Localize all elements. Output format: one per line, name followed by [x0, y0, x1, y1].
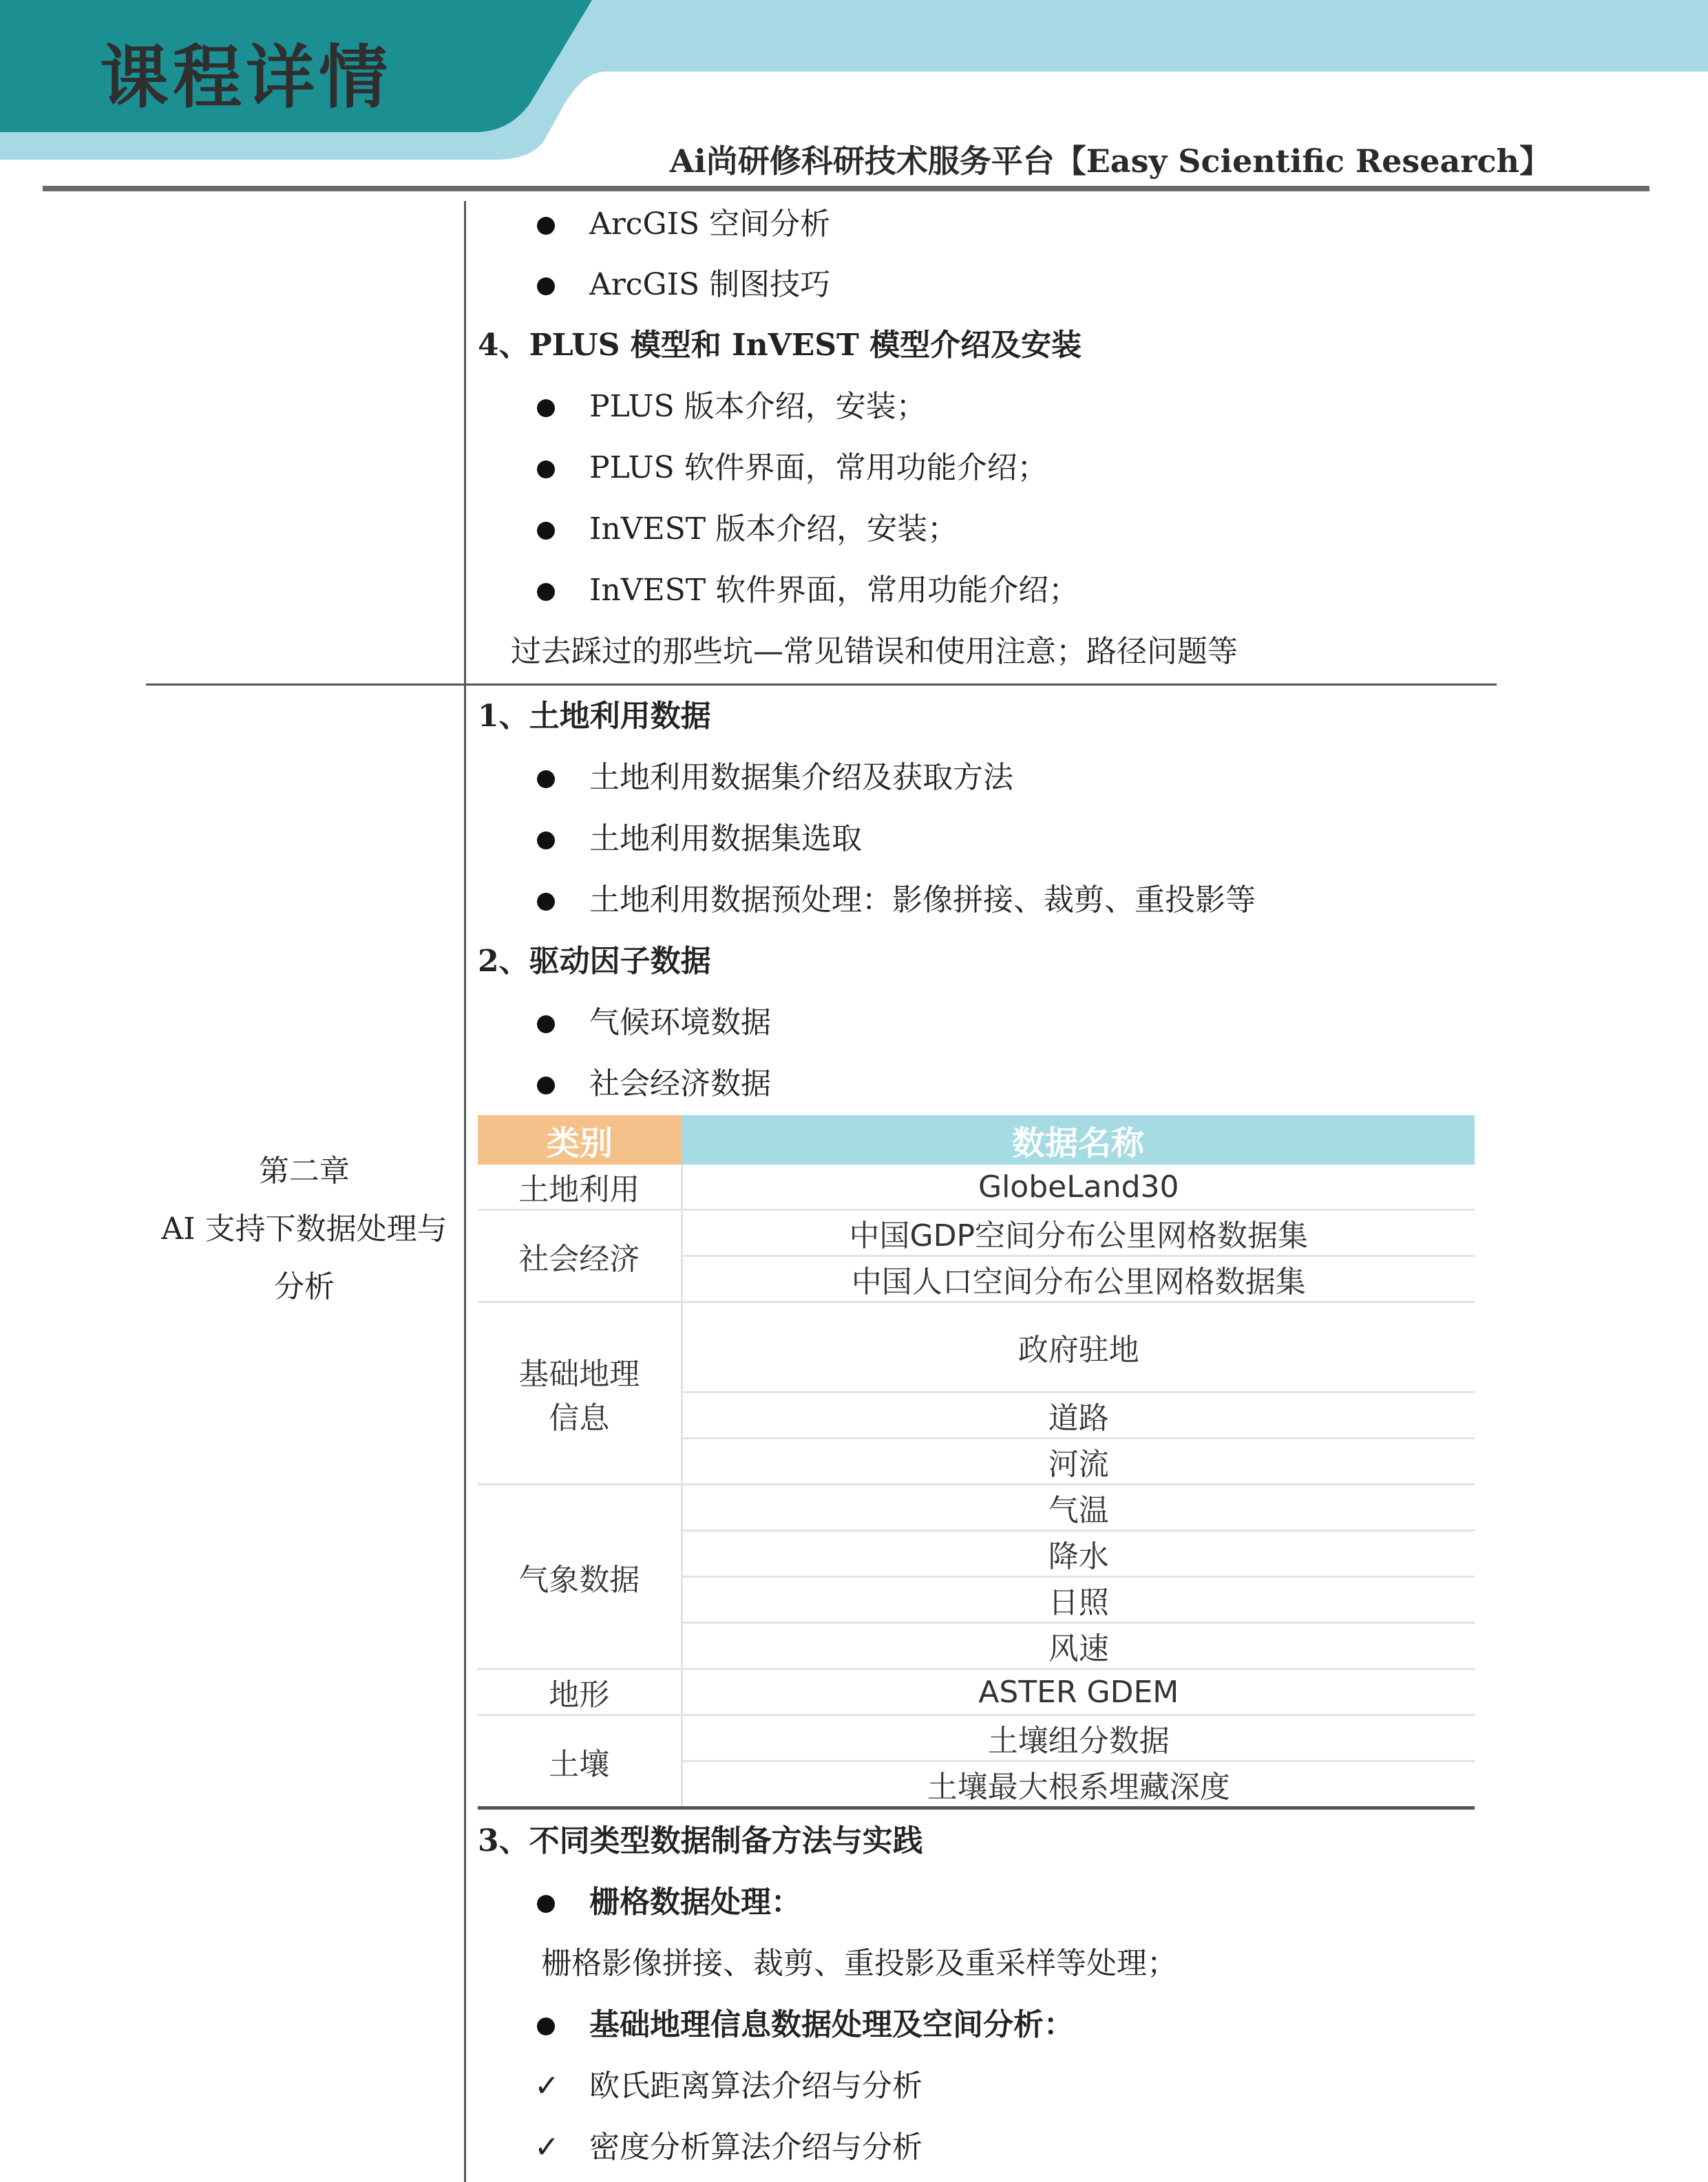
value-cell: 河流 [682, 1439, 1475, 1485]
row-divider [146, 684, 1497, 686]
bullet-dot-icon [537, 583, 555, 601]
check-mark-icon: ✓ [534, 2068, 560, 2104]
table-row [478, 1669, 1475, 1715]
bullet-dot-icon [537, 1895, 555, 1913]
table-row [478, 1715, 1475, 1761]
category-cell [478, 1302, 682, 1485]
bullet-dot-icon [537, 1077, 555, 1094]
section-heading: 4、PLUS 模型和 InVEST 模型介绍及安装 [478, 328, 1082, 363]
value-cell: 风速 [682, 1623, 1475, 1669]
chapter-number: 第二章 [259, 1154, 350, 1189]
table-header-row [478, 1115, 1475, 1165]
bullet-dot-icon [537, 770, 555, 788]
value-cell: 道路 [682, 1392, 1475, 1439]
table-row [478, 1165, 1475, 1210]
platform-name: Ai尚研修科研技术服务平台【Easy Scientific Research】 [669, 142, 1551, 180]
category-cell: 社会经济 [478, 1210, 682, 1302]
value-cell: 政府驻地 [682, 1302, 1475, 1392]
bullet-dot-icon [537, 399, 555, 417]
bullet-dot-icon [537, 217, 555, 235]
header-divider [43, 186, 1649, 191]
category-line: 信息 [549, 1401, 610, 1436]
category-line: 基础地理 [518, 1357, 640, 1392]
value-cell: ASTER GDEM [682, 1669, 1475, 1715]
table-row [478, 1210, 1475, 1256]
header-name: 数据名称 [682, 1115, 1475, 1165]
table-row [478, 1485, 1475, 1531]
page-title: 课程详情 [100, 37, 392, 118]
note-text: 过去踩过的那些坑—常见错误和使用注意；路径问题等 [511, 634, 1238, 669]
bullet-dot-icon [537, 832, 555, 849]
section-heading: 1、土地利用数据 [478, 699, 711, 734]
section-heading: 3、不同类型数据制备方法与实践 [478, 1823, 923, 1858]
chapter-label [146, 1143, 463, 1316]
check-mark-icon: ✓ [534, 2130, 560, 2165]
bullet-dot-icon [537, 2017, 555, 2035]
bullet-dot-icon [537, 893, 555, 911]
table-row [478, 1302, 1475, 1392]
category-cell: 地形 [478, 1669, 682, 1715]
value-cell: 降水 [682, 1531, 1475, 1577]
header-banner [0, 0, 1708, 180]
bullet-dot-icon [537, 1015, 555, 1033]
column-divider [464, 201, 466, 2182]
category-cell: 气象数据 [478, 1485, 682, 1669]
chapter-title-line2: 分析 [274, 1269, 335, 1304]
header-category: 类别 [478, 1115, 682, 1165]
category-cell: 土地利用 [478, 1165, 682, 1210]
body-text: 栅格影像拼接、裁剪、重投影及重采样等处理； [541, 1946, 1177, 1981]
value-cell: 气温 [682, 1485, 1475, 1531]
bullet-dot-icon [537, 522, 555, 540]
value-cell: GlobeLand30 [682, 1165, 1475, 1210]
section-heading: 2、驱动因子数据 [478, 944, 711, 979]
chapter-title-line1: AI 支持下数据处理与 [161, 1211, 447, 1247]
category-cell: 土壤 [478, 1715, 682, 1808]
value-cell: 日照 [682, 1577, 1475, 1623]
bullet-dot-icon [537, 277, 555, 295]
value-cell: 土壤最大根系埋藏深度 [682, 1761, 1475, 1808]
value-cell: 中国GDP空间分布公里网格数据集 [682, 1210, 1475, 1256]
value-cell: 中国人口空间分布公里网格数据集 [682, 1256, 1475, 1302]
value-cell: 土壤组分数据 [682, 1715, 1475, 1761]
data-table [478, 1115, 1475, 1810]
bullet-dot-icon [537, 460, 555, 478]
